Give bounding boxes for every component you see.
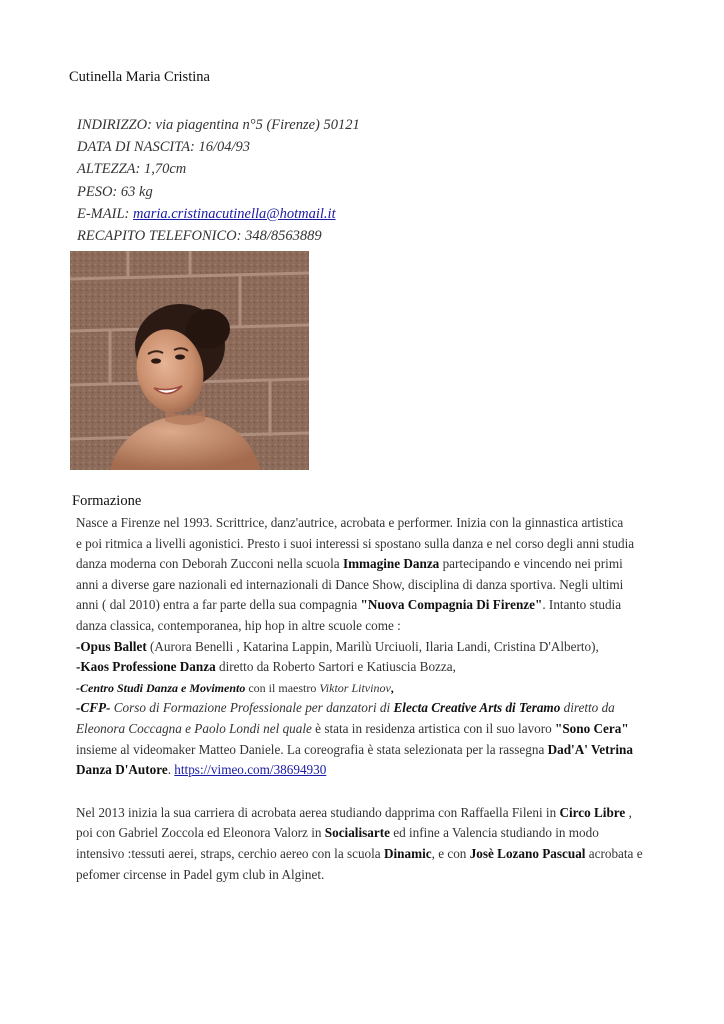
school-name: -Centro Studi Danza e Movimento (76, 680, 246, 695)
text-line (76, 803, 656, 824)
festival-name: Danza D'Autore (76, 762, 168, 778)
school-name: -Opus Ballet (76, 638, 147, 654)
text-span: danza moderna con Deborah Zucconi nella scuola (76, 556, 343, 572)
course-abbrev: -CFP- (76, 700, 111, 716)
school-name: Circo Libre (559, 804, 626, 820)
text-span: diretto da Roberto Sartori e Katiuscia Bozza, (215, 659, 456, 675)
contact-info (77, 114, 360, 247)
text-line (76, 844, 656, 865)
text-span: diretto da (560, 700, 615, 716)
text-line (76, 823, 656, 844)
text-span: Nel 2013 inizia la sua carriera di acrobata aerea studiando dapprima con Raffaella Fileni in (76, 804, 560, 820)
weight-line: PESO: 63 kg (77, 183, 153, 200)
text-span: acrobata e (585, 845, 643, 861)
work-title: "Sono Cera" (555, 720, 629, 736)
company-name: "Nuova Compagnia Di Firenze" (360, 597, 543, 613)
text-line (76, 554, 656, 575)
birth-date-line: DATA DI NASCITA: 16/04/93 (77, 139, 251, 156)
portrait-photo (70, 251, 309, 470)
text-line: anni a diverse gare nazionali ed internazionali di Dance Show, disciplina di danza sportiva. Negli ultimi (76, 576, 624, 592)
text-line (76, 678, 656, 699)
school-name: -Kaos Professione Danza (76, 659, 216, 675)
teacher-name: Josè Lozano Pascual (469, 845, 586, 861)
portrait-photo-image (70, 251, 309, 470)
email-label: E-MAIL: (77, 205, 133, 222)
height-line: ALTEZZA: 1,70cm (77, 161, 187, 178)
text-line (76, 740, 656, 761)
school-name: Immagine Danza (342, 556, 440, 572)
text-line (76, 698, 656, 719)
text-span: insieme al videomaker Matteo Daniele. La coreografia è stata selezionata per la rassegna (76, 741, 548, 757)
festival-name: Dad'A' Vetrina (547, 741, 633, 757)
phone-line: RECAPITO TELEFONICO: 348/8563889 (77, 228, 322, 245)
text-line (76, 760, 656, 781)
text-line (76, 595, 656, 616)
email-link[interactable]: maria.cristinacutinella@hotmail.it (132, 205, 336, 222)
text-span: con il maestro (245, 680, 320, 695)
text-line (76, 637, 656, 658)
school-name: Socialisarte (324, 825, 390, 841)
text-line: e poi ritmica a livelli agonistici. Presto i suoi interessi si spostano sulla danza e nel corso degli anni studia (76, 535, 635, 551)
section-title-formazione: Formazione (72, 493, 142, 509)
vimeo-link[interactable]: https://vimeo.com/38694930 (174, 762, 327, 778)
text-span: , e con (431, 845, 470, 861)
teacher-name: Viktor Litvinov (319, 680, 391, 695)
text-span: Eleonora Coccagna e Paolo Londi nel quale (76, 720, 312, 736)
school-name: Dinamic (383, 845, 432, 861)
address-line: INDIRIZZO: via piagentina n°5 (Firenze) 50121 (77, 117, 360, 133)
text-span: è stata in residenza artistica con il suo lavoro (311, 720, 556, 736)
paragraph-gap (76, 781, 656, 803)
text-span: poi con Gabriel Zoccola ed Eleonora Valorz in (76, 825, 325, 841)
text-span: , (390, 680, 394, 695)
text-span: . Intanto studia (542, 597, 622, 613)
text-span: intensivo :tessuti aerei, straps, cerchio aereo con la scuola (76, 845, 384, 861)
text-span: . (167, 762, 175, 778)
text-line (76, 657, 656, 678)
text-span: anni ( dal 2010) entra a far parte della sua compagnia (76, 597, 361, 613)
text-span: partecipando e vincendo nei primi (439, 556, 623, 572)
text-line: Nasce a Firenze nel 1993. Scrittrice, danz'autrice, acrobata e performer. Inizia con la ginnastica artistica (76, 515, 624, 530)
formazione-text (76, 513, 656, 885)
text-span: ed infine a Valencia studiando in modo (389, 825, 599, 841)
email-line (77, 203, 360, 225)
text-line: danza classica, contemporanea, hip hop in altre scuole come : (76, 617, 401, 633)
text-line (76, 719, 656, 740)
text-span: Corso di Formazione Professionale per danzatori di (110, 700, 394, 716)
person-name: Cutinella Maria Cristina (69, 69, 210, 85)
school-name: Electa Creative Arts di Teramo (393, 700, 561, 716)
text-line: pefomer circense in Padel gym club in Alginet. (76, 866, 325, 882)
text-span: , (625, 804, 632, 820)
text-span: (Aurora Benelli , Katarina Lappin, Marilù Urciuoli, Ilaria Landi, Cristina D'Alberto), (146, 638, 599, 654)
